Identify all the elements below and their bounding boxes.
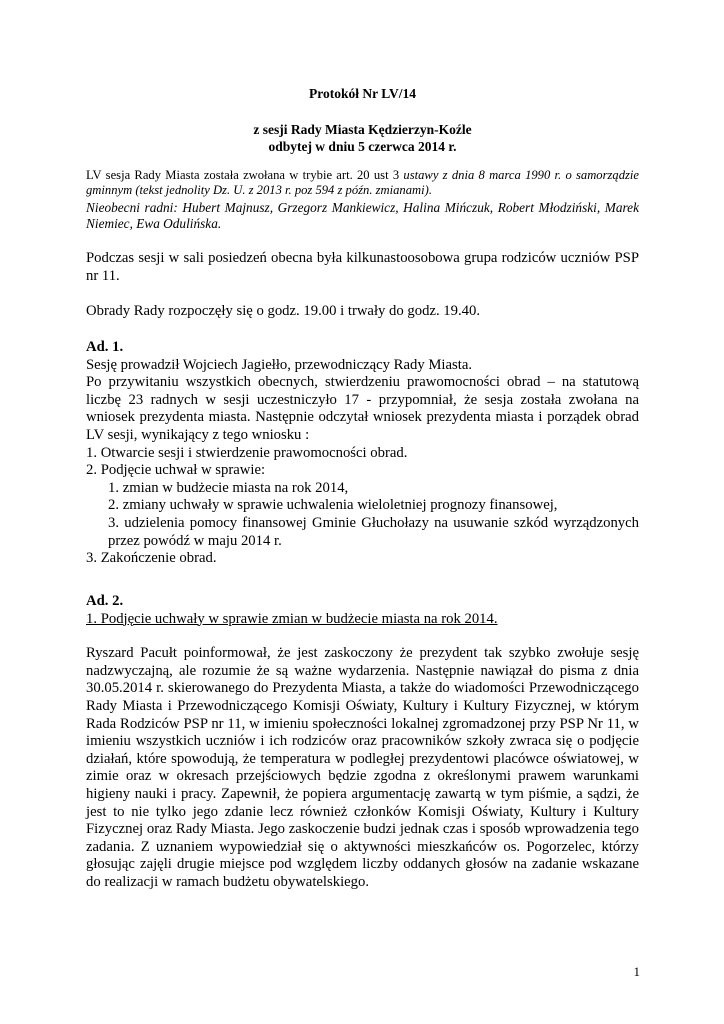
document-title: Protokół Nr LV/14 [308, 86, 416, 101]
ad2-section [86, 593, 639, 892]
agenda-item-3: 3. Zakończenie obrad. [86, 550, 217, 567]
agenda-subitem-1: 1. zmian w budżecie miasta na rok 2014, [108, 479, 349, 496]
agenda-subitem-3: 3. udzielenia pomocy finansowej Gminie Głuchołazy na usuwanie szkód wyrządzonych przez powódź w maju 2014 r. [108, 514, 639, 549]
ad1-paragraph: Po przywitaniu wszystkich obecnych, stwierdzeniu prawomocności obrad – na statutową liczbę 23 radnych w sesji uczestniczyło 17 - przypomniał, że sesja została zwołana na wniosek prezydenta miasta. Następnie odczytał wniosek prezydenta miasta i porządek obrad LV sesji, wynikający z tego wniosku : [86, 374, 639, 443]
document-subtitle-date: odbytej w dniu 5 czerwca 2014 r. [268, 139, 457, 154]
ad2-paragraph: Ryszard Pacułt poinformował, że jest zaskoczony że prezydent tak szybko zwołuje sesję nadzwyczajną, ale rozumie że są ważne wydarzenia. Następnie nawiązał do pisma z dnia 30.05.2014 r. skierowanego do Prezydenta Miasta, a także do wiadomości Przewodniczącego Rady Miasta i Przewodniczącego Komisji Oświaty, Kultury i Kultury Fizycznej, w którym Rada Rodziców PSP nr 11, w imieniu społeczności lokalnej zgromadzonej przy PSP Nr 11, w imieniu wszystkich uczniów i ich rodziców oraz pracowników szkoły zwraca się o podjęcie działań, które spowodują, że temperatura w podległej prezydentowi placówce oświatowej, w zimie oraz w okresach przejściowych będzie zgodna z określonymi prawem warunkami higieny nauki i pracy. Zapewnił, że popiera argumentację zawartą w tym piśmie, a sądzi, że jest to nie tylko jego zdanie lecz również członków Komisji Oświaty, Kultury i Kultury Fizycznej oraz Rady Miasta. Jego zaskoczenie budzi jednak czas i sposób wprowadzenia tego zadania. Z uznaniem wypowiedział się o aktywności mieszkańców os. Pogorzelec, którzy głosując zajęli drugie miejsce pod względem liczby oddanych głosów na zadanie wskazane do realizacji w ramach budżetu obywatelskiego. [86, 645, 639, 890]
ad1-chair-line: Sesję prowadził Wojciech Jagiełło, przewodniczący Rady Miasta. [86, 356, 473, 373]
agenda-subitem-2: 2. zmiany uchwały w sprawie uchwalenia wieloletniej prognozy finansowej, [108, 497, 558, 514]
ad2-heading: Ad. 2. [86, 593, 124, 609]
ad1-section [86, 339, 639, 568]
time-paragraph: Obrady Rady rozpoczęły się o godz. 19.00 i trwały do godz. 19.40. [86, 303, 481, 319]
absent-councillors: Nieobecni radni: Hubert Majnusz, Grzegorz Mankiewicz, Halina Mińczuk, Robert Młodziński, Marek Niemiec, Ewa Odulińska. [86, 200, 639, 231]
page-number: 1 [633, 964, 640, 979]
agenda-item-2: 2. Podjęcie uchwał w sprawie: [86, 462, 266, 479]
ad2-subheading: 1. Podjęcie uchwały w sprawie zmian w budżecie miasta na rok 2014. [86, 610, 498, 627]
intro-text: LV sesja Rady Miasta została zwołana w trybie art. 20 ust 3 [86, 168, 404, 182]
intro-paragraph [86, 168, 639, 198]
agenda-item-1: 1. Otwarcie sesji i stwierdzenie prawomocności obrad. [86, 444, 408, 461]
intro-law-reference: ustawy z dnia 8 marca 1990 r. o samorządzie gminnym (tekst jednolity Dz. U. z 2013 r. poz 594 z późn. zmianami). [86, 168, 639, 197]
ad1-heading: Ad. 1. [86, 339, 124, 355]
document-subtitle-session: z sesji Rady Miasta Kędzierzyn-Koźle [253, 122, 472, 137]
parents-paragraph: Podczas sesji w sali posiedzeń obecna była kilkunastoosobowa grupa rodziców uczniów PSP nr 11. [86, 250, 639, 284]
